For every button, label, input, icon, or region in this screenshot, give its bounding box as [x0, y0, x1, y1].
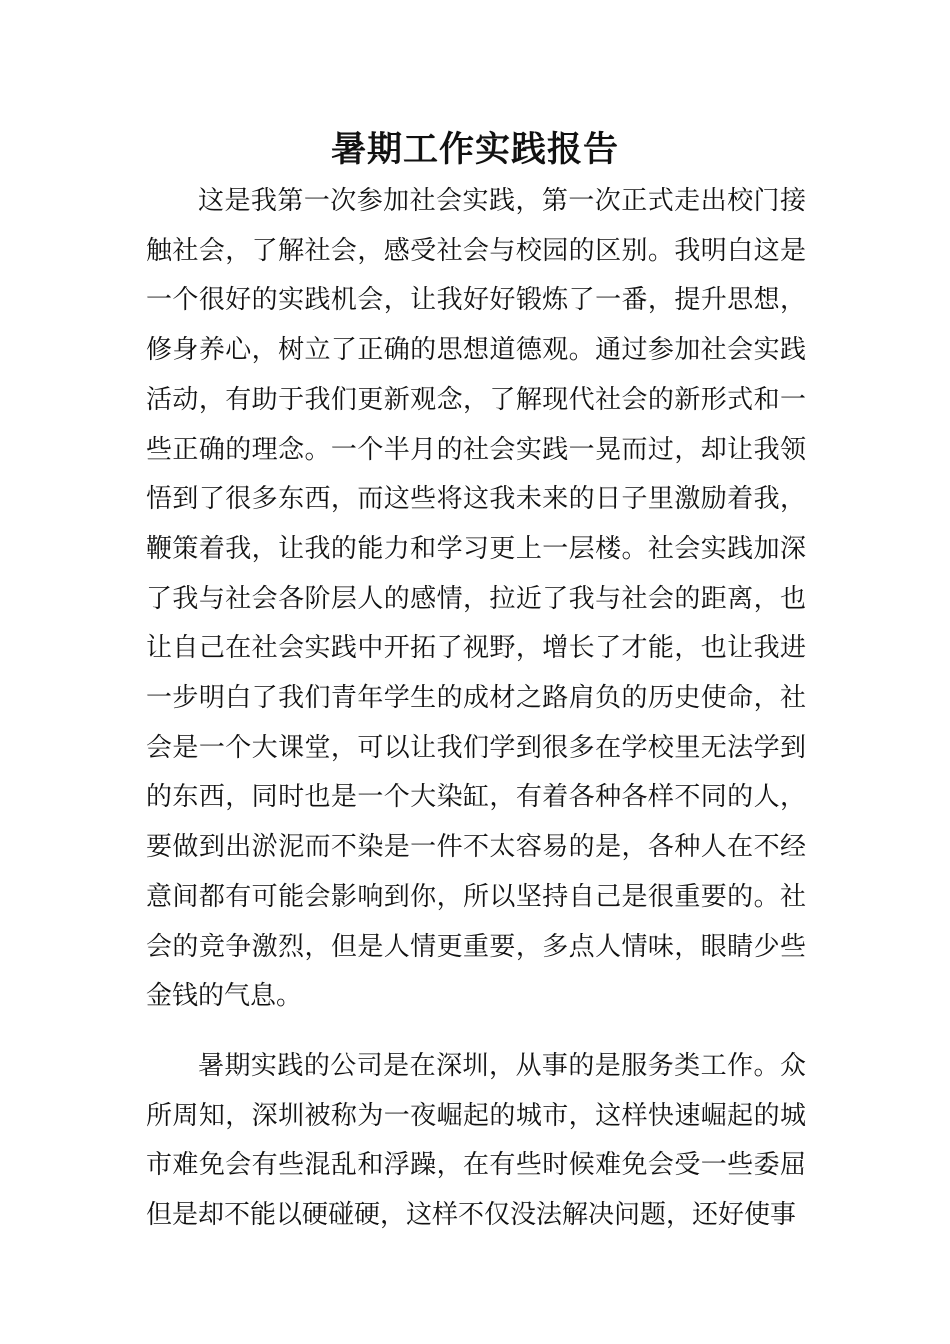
page-title: 暑期工作实践报告 — [330, 129, 619, 170]
document-body — [146, 177, 806, 1241]
paragraph-2: 暑期实践的公司是在深圳，从事的是服务类工作。众所周知，深圳被称为一夜崛起的城市，这样快速崛起的城市难免会有些混乱和浮躁，在有些时候难免会受一些委屈但是却不能以硬碰硬，这样不仅没法解决问题，还好使事 — [146, 1050, 806, 1231]
paragraph-1: 这是我第一次参加社会实践，第一次正式走出校门接触社会，了解社会，感受社会与校园的区别。我明白这是一个很好的实践机会，让我好好锻炼了一番，提升思想，修身养心，树立了正确的思想道德观。通过参加社会实践活动，有助于我们更新观念，了解现代社会的新形式和一些正确的理念。一个半月的社会实践一晃而过，却让我领悟到了很多东西，而这些将这我未来的日子里激励着我，鞭策着我，让我的能力和学习更上一层楼。社会实践加深了我与社会各阶层人的感情，拉近了我与社会的距离，也让自己在社会实践中开拓了视野，增长了才能，也让我进一步明白了我们青年学生的成材之路肩负的历史使命，社会是一个大课堂，可以让我们学到很多在学校里无法学到的东西，同时也是一个大染缸，有着各种各样不同的人，要做到出淤泥而不染是一件不太容易的是，各种人在不经意间都有可能会影响到你，所以坚持自己是很重要的。社会的竞争激烈，但是人情更重要，多点人情味，眼睛少些金钱的气息。 — [146, 186, 806, 1012]
